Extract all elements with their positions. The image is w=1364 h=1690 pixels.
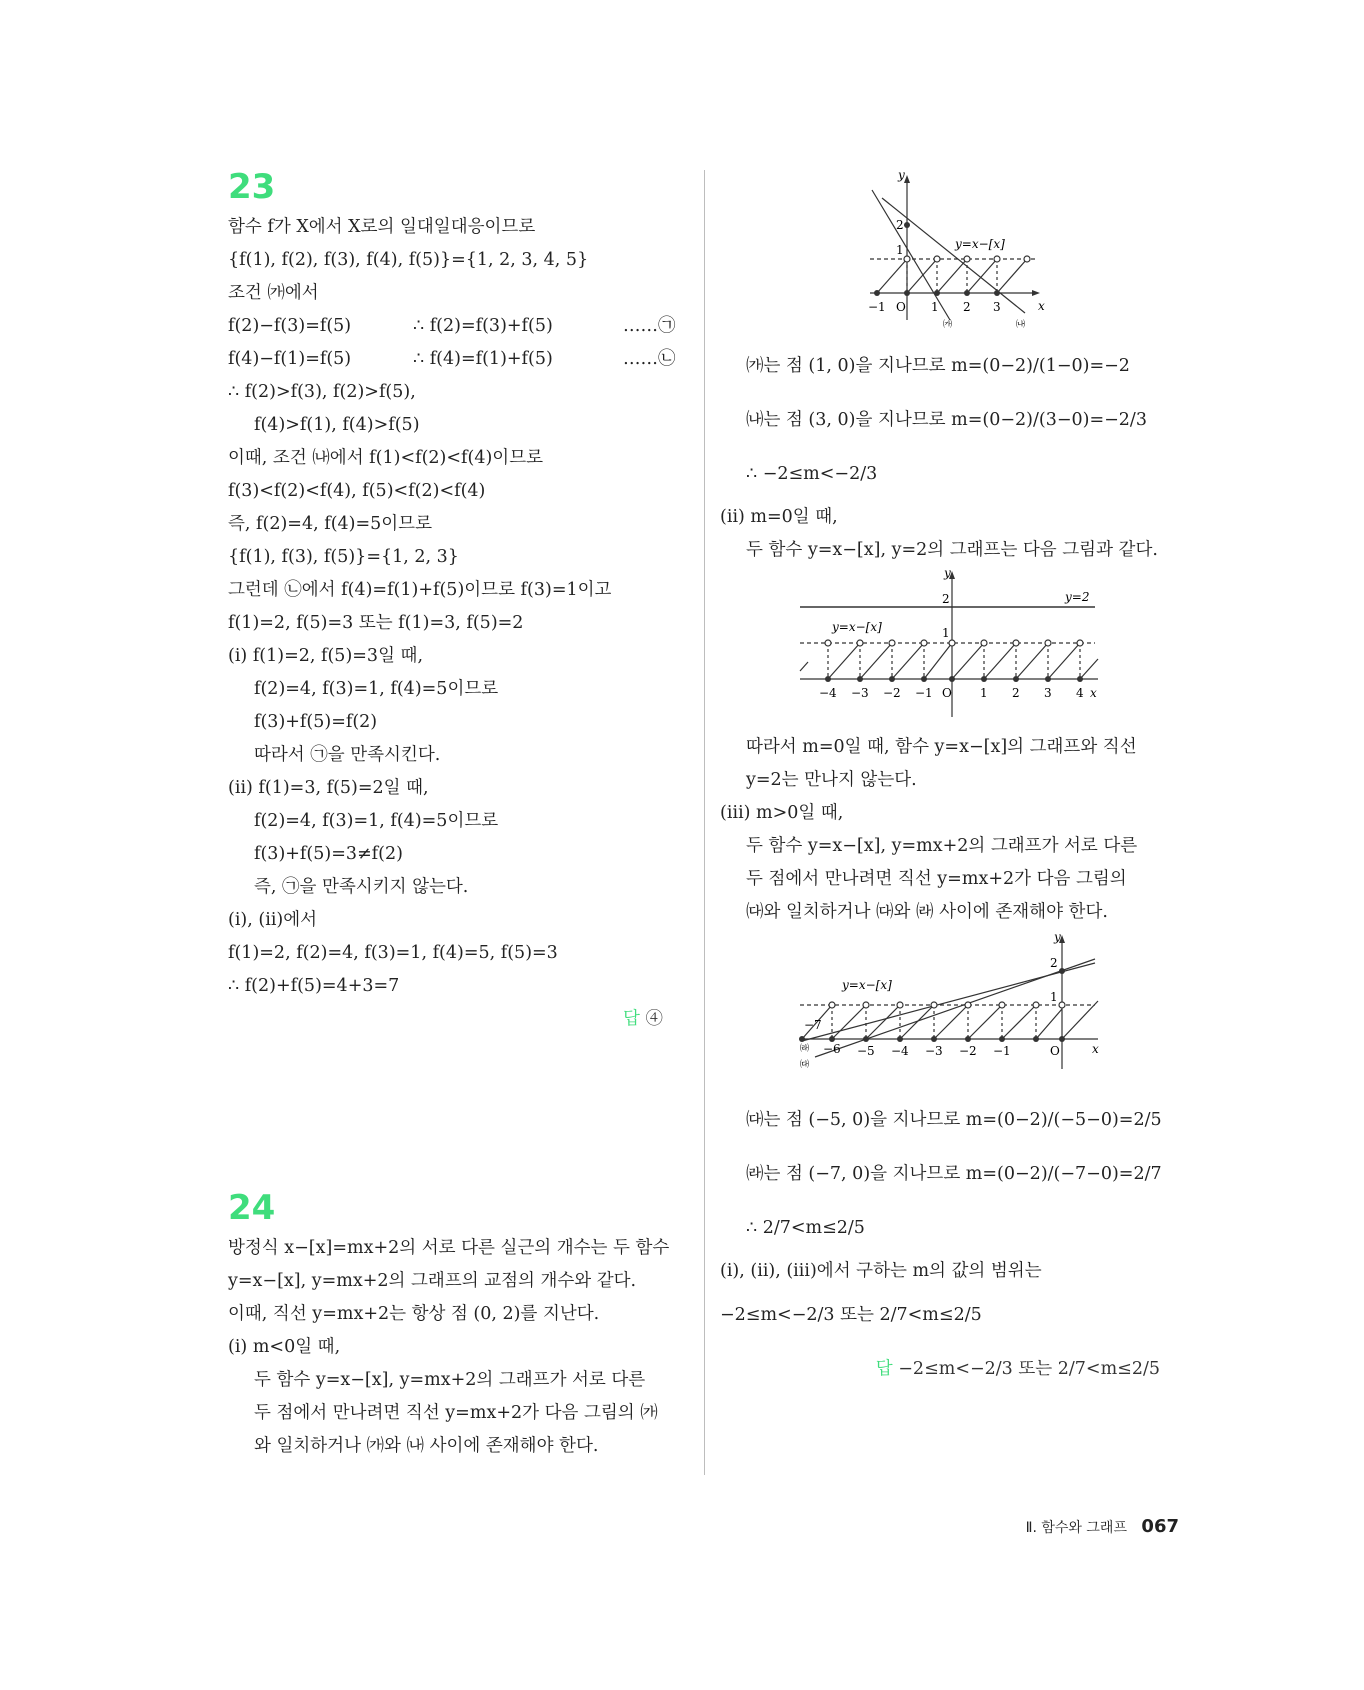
r-ga: ㈎는 점 (1, 0)을 지나므로 m=(0−2)/(1−0)=−2 [746,356,1130,376]
figure-3-graph [720,929,1180,1089]
p24-line: (ⅰ) m<0일 때, [228,1337,341,1357]
r-case2c: y=2는 만나지 않는다. [746,770,917,790]
fig3-y-label: y [1054,930,1061,944]
p23-line: f(3)<f(2)<f(4), f(5)<f(2)<f(4) [228,481,486,501]
fig1-y-label: y [898,168,905,182]
fig2-tick: 1 [980,686,988,700]
fig3-lab-da: ㈐ [800,1060,810,1070]
figure-1-graph [720,165,1180,335]
figure-3 [720,929,1180,1093]
p23-line: 이때, 조건 ㈏에서 f(1)<f(2)<f(4)이므로 [228,448,544,468]
sawtooth-seg [877,259,907,293]
p23-line: f(4)−f(1)=f(5) [228,349,352,369]
p23-eq-a: ∴ f(2)=f(3)+f(5) [413,316,553,336]
fig2-origin: O [942,686,952,700]
r-ra: ㈑는 점 (−7, 0)을 지나므로 m=(0−2)/(−7−0)=2/7 [746,1164,1162,1184]
p23-eq-row [228,343,683,376]
r-case2: (ⅱ) m=0일 때, [720,507,838,527]
p23-eq-b: ∴ f(4)=f(1)+f(5) [413,349,553,369]
problem-23-number: 23 [228,167,276,207]
fig1-eq: y=x−[x] [955,237,1005,251]
sawtooth-seg [997,259,1027,293]
fig3-eq: y=x−[x] [842,978,892,992]
p23-line: {f(1), f(3), f(5)}={1, 2, 3} [228,547,459,567]
p23-line: 조건 ㈎에서 [228,283,319,303]
p23-line: 따라서 ㉠을 만족시킨다. [254,745,441,765]
fig2-tick: 3 [1044,686,1052,700]
fig2-tick: −2 [883,686,901,700]
sawtooth-seg [907,259,937,293]
p24-answer [720,1342,1180,1396]
page-number: 067 [1141,1516,1179,1537]
r-case3b: 두 점에서 만나려면 직선 y=mx+2가 다음 그림의 [746,869,1127,889]
p23-line: {f(1), f(2), f(3), f(4), f(5)}={1, 2, 3, 4, 5} [228,250,589,270]
fig2-y-label: y [944,567,951,580]
fig1-ytick: 1 [896,243,904,257]
p23-line: f(3)+f(5)=3≠f(2) [254,844,403,864]
figure-2 [720,567,1180,731]
r-da: ㈐는 점 (−5, 0)을 지나므로 m=(0−2)/(−5−0)=2/5 [746,1110,1162,1130]
fig2-eq2: y=2 [1065,590,1090,604]
p23-answer-value: ④ [645,1009,663,1029]
problem-24-number: 24 [228,1188,276,1228]
fig2-tick: 2 [1012,686,1020,700]
p23-line: (ⅱ) f(1)=3, f(5)=2일 때, [228,778,429,798]
p23-line: ∴ f(2)+f(5)=4+3=7 [228,976,400,996]
p23-eq-b-tag: ……㉡ [623,349,676,369]
r-range: −2≤m<−2/3 또는 2/7<m≤2/5 [720,1305,982,1325]
fig3-tick: −5 [857,1044,875,1058]
fig3-tick: −7 [804,1018,822,1032]
chapter-title: Ⅱ. 함수와 그래프 [1025,1520,1127,1536]
r-case2a: 두 함수 y=x−[x], y=2의 그래프는 다음 그림과 같다. [746,540,1158,560]
fig1-tick: −1 [868,300,886,314]
fig2-tick: −4 [819,686,837,700]
line-da [815,959,1095,1057]
p23-eq-a-tag: ……㉠ [623,316,676,336]
p23-line: f(2)−f(3)=f(5) [228,316,352,336]
fig1-x-label: x [1038,299,1045,313]
p24-line: 두 함수 y=x−[x], y=mx+2의 그래프가 서로 다른 [254,1370,646,1390]
r-case2b: 따라서 m=0일 때, 함수 y=x−[x]의 그래프와 직선 [746,737,1137,757]
fig3-ytick: 1 [1050,990,1058,1004]
fig2-tick: −3 [851,686,869,700]
answer-label: 답 [875,1359,893,1379]
r-case3: (ⅲ) m>0일 때, [720,803,844,823]
p23-line: f(2)=4, f(3)=1, f(4)=5이므로 [254,811,499,831]
fig2-ytick: 2 [942,592,950,606]
p23-line: f(3)+f(5)=f(2) [254,712,378,732]
p23-line: ∴ f(2)>f(3), f(2)>f(5), [228,382,416,402]
p23-line: f(4)>f(1), f(4)>f(5) [254,415,420,435]
sawtooth-seg [967,259,997,293]
fig1-tick: 1 [931,300,939,314]
fig1-lab-na: ㈏ [1016,320,1026,330]
fig2-eq: y=x−[x] [832,620,882,634]
p24-line: y=x−[x], y=mx+2의 그래프의 교점의 개수와 같다. [228,1271,637,1291]
fig1-origin: O [896,300,906,314]
p23-line: (ⅰ), (ⅱ)에서 [228,910,318,930]
fig3-tick: −3 [925,1044,943,1058]
p23-line: 즉, ㉠을 만족시키지 않는다. [254,877,469,897]
figure-1 [720,165,1180,339]
fig1-tick: 2 [963,300,971,314]
p23-line: 즉, f(2)=4, f(4)=5이므로 [228,514,432,534]
fig3-tick: −1 [993,1044,1011,1058]
r-conclusion: (ⅰ), (ⅱ), (ⅲ)에서 구하는 m의 값의 범위는 [720,1261,1042,1281]
p24-line: 와 일치하거나 ㈎와 ㈏ 사이에 존재해야 한다. [254,1436,599,1456]
fig2-tick: 4 [1076,686,1084,700]
left-column [228,165,683,1463]
p23-line: (ⅰ) f(1)=2, f(5)=3일 때, [228,646,424,666]
figure-2-graph [720,567,1180,727]
p24-line: 이때, 직선 y=mx+2는 항상 점 (0, 2)를 지난다. [228,1304,600,1324]
fig3-ytick: 2 [1050,956,1058,970]
sawtooth-seg [937,259,967,293]
r-result3: ∴ 2/7<m≤2/5 [746,1218,865,1238]
p23-line: 함수 f가 X에서 X로의 일대일대응이므로 [228,217,536,237]
page-footer [1026,1516,1179,1537]
fig1-lab-ga: ㈎ [943,320,953,330]
p23-answer [228,1003,683,1036]
fig1-tick: 3 [993,300,1001,314]
p23-line: 그런데 ㉡에서 f(4)=f(1)+f(5)이므로 f(3)=1이고 [228,580,612,600]
r-case3a: 두 함수 y=x−[x], y=mx+2의 그래프가 서로 다른 [746,836,1138,856]
fig2-tick: −1 [915,686,933,700]
p24-answer-value: −2≤m<−2/3 또는 2/7<m≤2/5 [898,1359,1160,1379]
r-case3c: ㈐와 일치하거나 ㈐와 ㈑ 사이에 존재해야 한다. [746,902,1108,922]
p24-line: 두 점에서 만나려면 직선 y=mx+2가 다음 그림의 ㈎ [254,1403,658,1423]
fig2-ytick: 1 [942,626,950,640]
fig3-origin: O [1050,1044,1060,1058]
fig1-ytick: 2 [896,218,904,232]
fig3-tick: −6 [823,1042,841,1056]
fig2-x-label: x [1090,686,1097,700]
p23-line: f(1)=2, f(5)=3 또는 f(1)=3, f(5)=2 [228,613,524,633]
r-na: ㈏는 점 (3, 0)을 지나므로 m=(0−2)/(3−0)=−2/3 [746,410,1147,430]
fig3-x-label: x [1092,1042,1099,1056]
p23-line: f(1)=2, f(2)=4, f(3)=1, f(4)=5, f(5)=3 [228,943,558,963]
p24-line: 방정식 x−[x]=mx+2의 서로 다른 실근의 개수는 두 함수 [228,1238,670,1258]
fig3-lab-ra: ㈑ [800,1044,810,1054]
fig3-tick: −2 [959,1044,977,1058]
answer-label: 답 [623,1009,640,1029]
r-result1: ∴ −2≤m<−2/3 [746,464,878,484]
p23-line: f(2)=4, f(3)=1, f(4)=5이므로 [254,679,499,699]
p23-eq-row [228,310,683,343]
fig3-tick: −4 [891,1044,909,1058]
right-column [720,165,1180,1396]
column-divider [704,170,705,1475]
